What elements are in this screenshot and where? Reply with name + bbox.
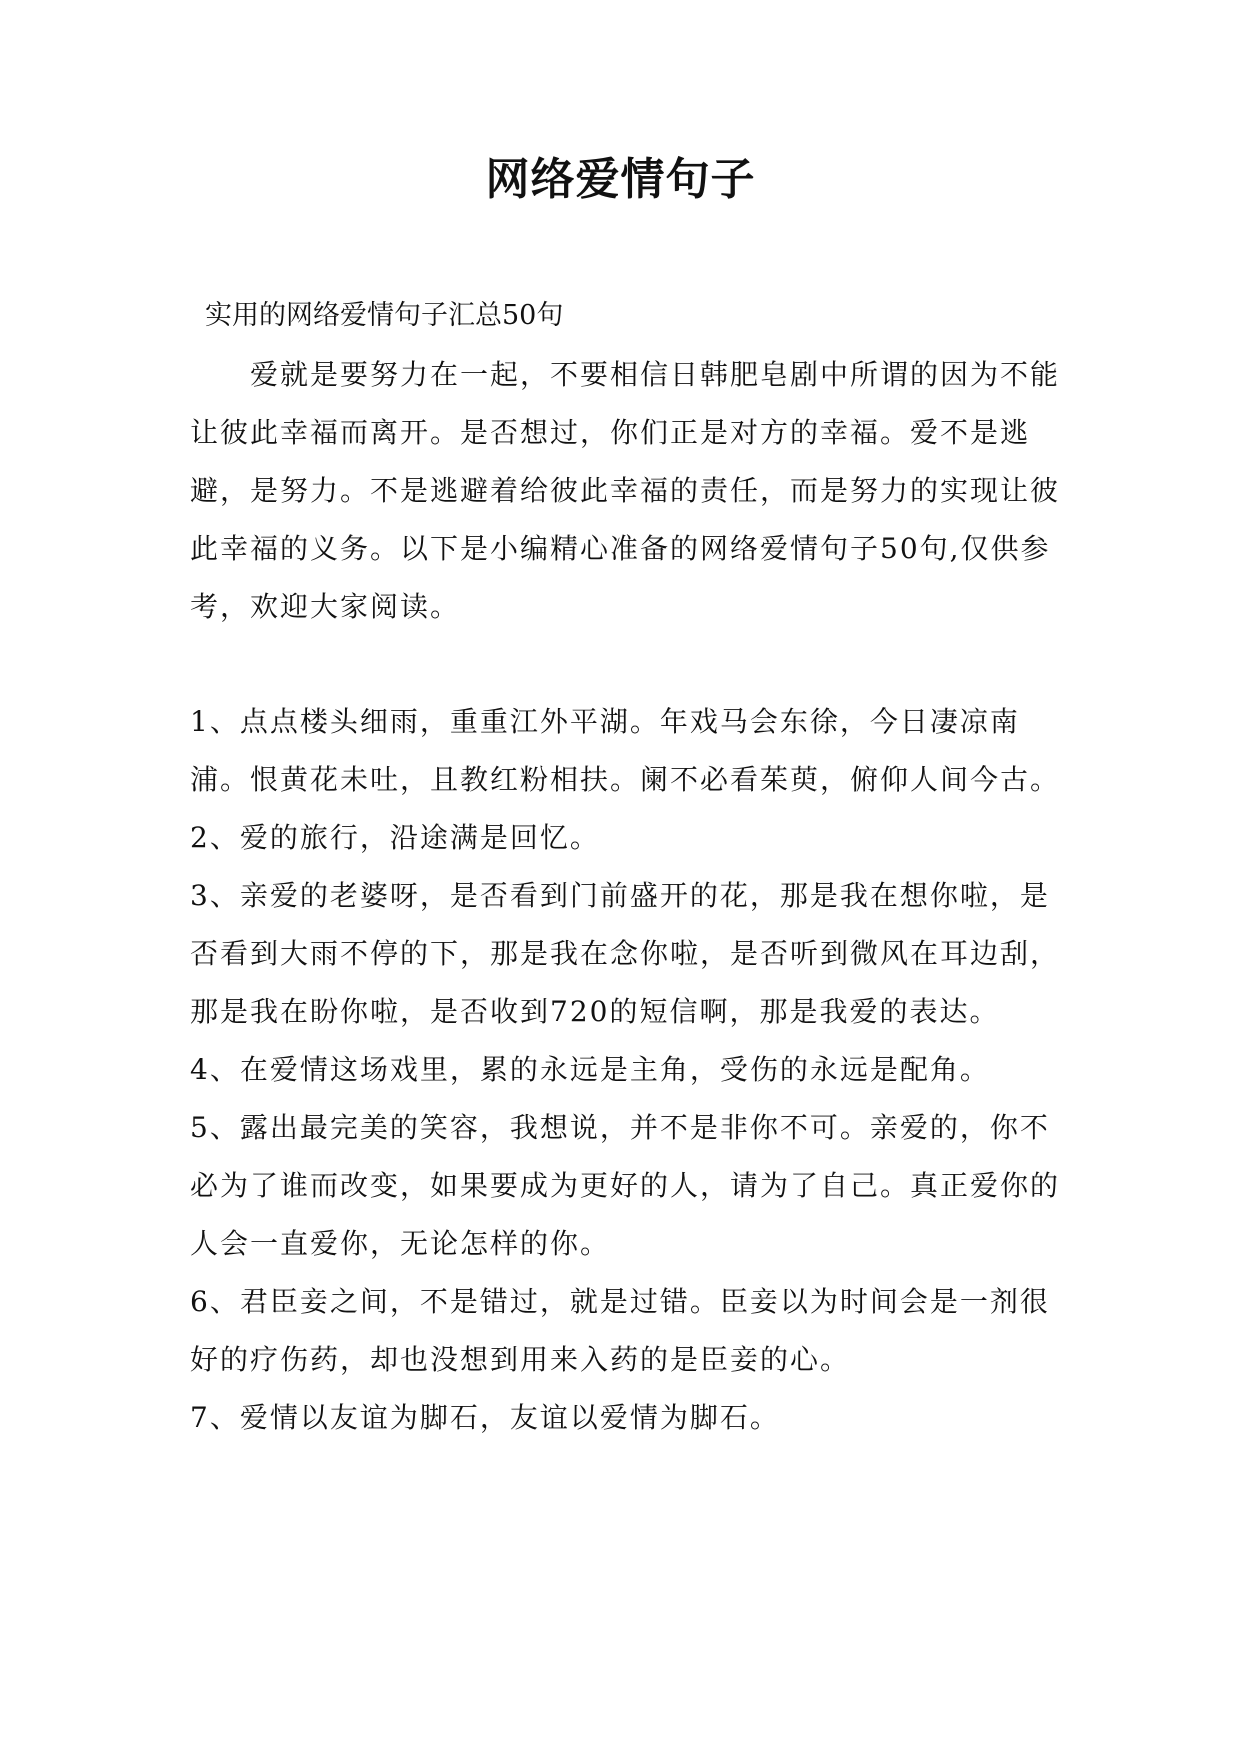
list-item: 4、在爱情这场戏里，累的永远是主角，受伤的永远是配角。 [190,1053,990,1086]
document-subtitle: 实用的网络爱情句子汇总50句 [205,300,564,331]
list-item: 2、爱的旅行，沿途满是回忆。 [190,821,600,854]
list-item: 6、君臣妾之间，不是错过，就是过错。臣妾以为时间会是一剂很好的疗伤药，却也没想到用来入药的是臣妾的心。 [190,1285,1050,1376]
list-item: 5、露出最完美的笑容，我想说，并不是非你不可。亲爱的，你不必为了谁而改变，如果要成为更好的人，请为了自己。真正爱你的人会一直爱你，无论怎样的你。 [190,1111,1061,1260]
sentence-list [190,693,1070,1447]
list-item: 7、爱情以友谊为脚石，友谊以爱情为脚石。 [190,1401,780,1434]
document-title: 网络爱情句子 [485,154,756,205]
intro-paragraph: 爱就是要努力在一起，不要相信日韩肥皂剧中所谓的因为不能让彼此幸福而离开。是否想过，你们正是对方的幸福。爱不是逃避，是努力。不是逃避着给彼此幸福的责任，而是努力的实现让彼此幸福的义务。以下是小编精心准备的网络爱情句子50句,仅供参考，欢迎大家阅读。 [190,358,1061,623]
list-item: 1、点点楼头细雨，重重江外平湖。年戏马会东徐，今日凄凉南浦。恨黄花未吐，且教红粉相扶。阑不必看茱萸，俯仰人间今古。 [190,705,1061,796]
list-item: 3、亲爱的老婆呀，是否看到门前盛开的花，那是我在想你啦，是否看到大雨不停的下，那是我在念你啦，是否听到微风在耳边刮，那是我在盼你啦，是否收到720的短信啊，那是我爱的表达。 [190,879,1061,1028]
